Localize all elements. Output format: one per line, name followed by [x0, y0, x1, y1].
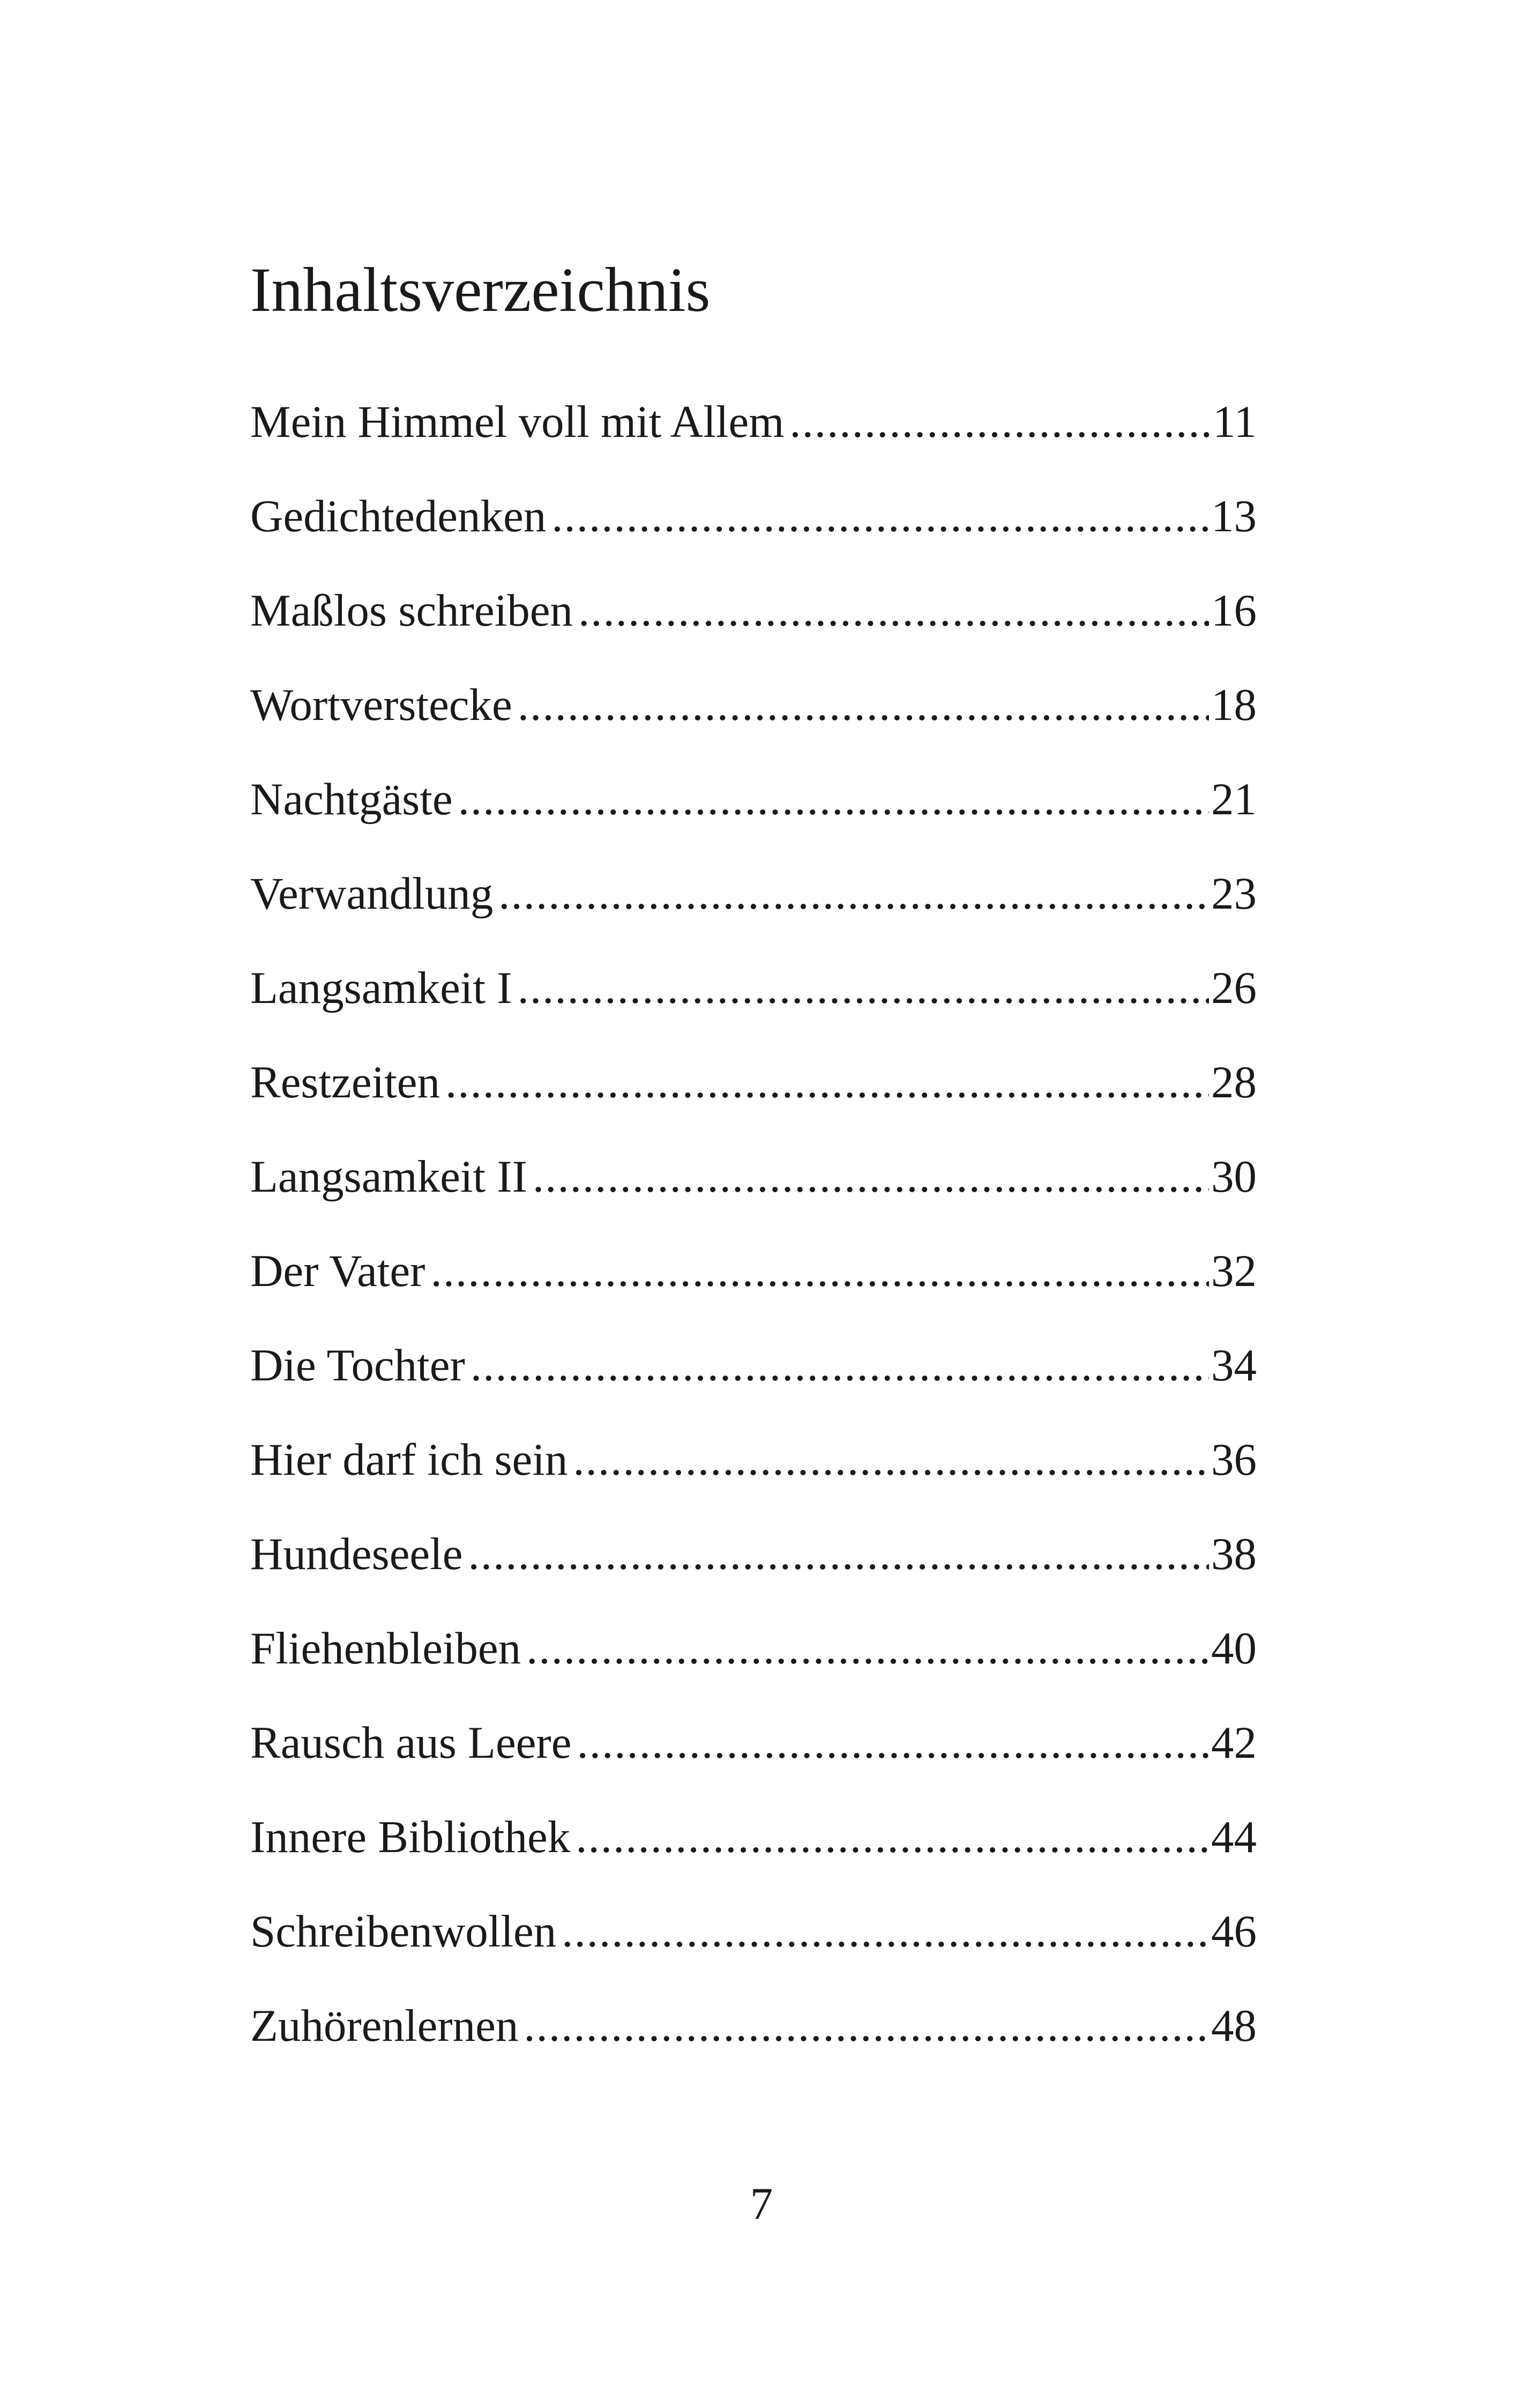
toc-entry-page: 18 [1211, 680, 1257, 730]
page-number: 7 [750, 2179, 773, 2229]
toc-entry-page: 16 [1211, 585, 1257, 636]
toc-entry [250, 855, 1257, 949]
toc-entry-page: 32 [1211, 1246, 1257, 1296]
toc-entry [250, 1798, 1257, 1893]
dot-leader [445, 1044, 1209, 1121]
toc-entry [250, 666, 1257, 761]
dot-leader [576, 1798, 1209, 1876]
toc-entry [250, 1610, 1257, 1704]
toc-entry-page: 44 [1211, 1812, 1257, 1862]
toc-entry-page: 40 [1211, 1623, 1257, 1674]
dot-leader [518, 949, 1209, 1027]
dot-leader [471, 1327, 1209, 1404]
dot-leader [526, 1610, 1209, 1688]
toc-entry [250, 478, 1257, 572]
toc-entry-title: Fliehenbleiben [250, 1623, 521, 1674]
toc-entry-page: 13 [1211, 491, 1257, 541]
toc-entry [250, 383, 1257, 478]
toc-entry-page: 48 [1211, 2001, 1257, 2051]
toc-entry [250, 1138, 1257, 1232]
toc-entry-title: Rausch aus Leere [250, 1718, 572, 1768]
toc-entry-title: Die Tochter [250, 1340, 465, 1391]
toc-entry-title: Maßlos schreiben [250, 585, 573, 636]
toc-entry [250, 1421, 1257, 1515]
toc-entry-page: 28 [1211, 1057, 1257, 1108]
toc-entry [250, 761, 1257, 855]
toc-entry-title: Innere Bibliothek [250, 1812, 571, 1862]
dot-leader [458, 761, 1209, 838]
toc-entry-title: Hundeseele [250, 1529, 463, 1579]
toc-entry-page: 34 [1211, 1340, 1257, 1391]
table-of-contents [250, 383, 1257, 2082]
dot-leader [524, 1987, 1209, 2065]
dot-leader [518, 666, 1209, 744]
toc-entry-page: 30 [1211, 1151, 1257, 1202]
toc-entry-title: Wortverstecke [250, 680, 512, 730]
toc-entry-title: Langsamkeit II [250, 1151, 527, 1202]
toc-entry [250, 572, 1257, 666]
toc-entry-title: Gedichtedenken [250, 491, 547, 541]
toc-entry-title: Restzeiten [250, 1057, 441, 1108]
toc-entry-page: 23 [1211, 868, 1257, 919]
toc-entry [250, 1515, 1257, 1610]
toc-entry [250, 1232, 1257, 1327]
toc-entry-title: Der Vater [250, 1246, 425, 1296]
dot-leader [577, 1704, 1209, 1782]
toc-entry-title: Langsamkeit I [250, 963, 512, 1013]
toc-entry [250, 1704, 1257, 1798]
toc-entry-title: Mein Himmel voll mit Allem [250, 397, 785, 447]
toc-entry-page: 11 [1213, 397, 1257, 447]
toc-entry [250, 1044, 1257, 1138]
toc-entry-title: Verwandlung [250, 868, 494, 919]
toc-entry-page: 38 [1211, 1529, 1257, 1579]
dot-leader [573, 1421, 1209, 1499]
dot-leader [430, 1232, 1209, 1310]
toc-entry-page: 42 [1211, 1718, 1257, 1768]
toc-entry-title: Schreibenwollen [250, 1906, 557, 1957]
dot-leader [498, 855, 1209, 933]
toc-entry-page: 21 [1211, 774, 1257, 824]
toc-entry [250, 949, 1257, 1044]
dot-leader [468, 1515, 1210, 1593]
toc-entry [250, 1893, 1257, 1987]
toc-entry [250, 1327, 1257, 1421]
page-title: Inhaltsverzeichnis [250, 255, 711, 325]
toc-entry-page: 36 [1211, 1435, 1257, 1485]
toc-entry [250, 1987, 1257, 2082]
toc-entry-page: 26 [1211, 963, 1257, 1013]
dot-leader [533, 1138, 1209, 1216]
toc-entry-title: Nachtgäste [250, 774, 453, 824]
dot-leader [789, 383, 1211, 461]
dot-leader [562, 1893, 1209, 1971]
toc-entry-title: Zuhörenlernen [250, 2001, 519, 2051]
dot-leader [551, 478, 1209, 555]
dot-leader [578, 572, 1209, 650]
toc-entry-page: 46 [1211, 1906, 1257, 1957]
toc-entry-title: Hier darf ich sein [250, 1435, 568, 1485]
